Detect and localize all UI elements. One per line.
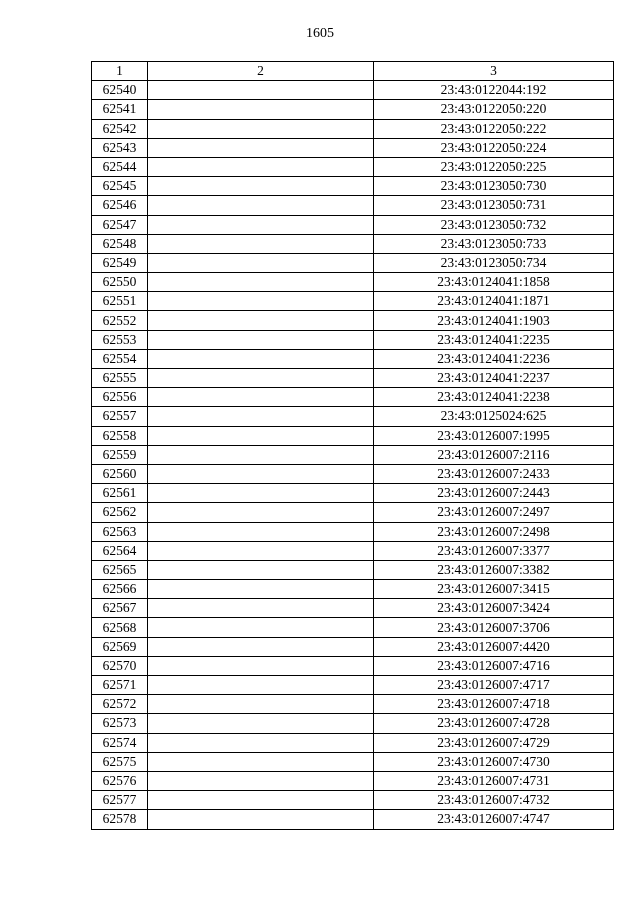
table-cell-col-2	[148, 196, 374, 215]
table-cell-col-2	[148, 407, 374, 426]
table-cell-col-1: 62541	[92, 100, 148, 119]
table-row	[92, 580, 614, 599]
table-cell-col-2	[148, 541, 374, 560]
table-cell-col-3: 23:43:0126007:4732	[374, 791, 614, 810]
table-row	[92, 81, 614, 100]
table-cell-col-3: 23:43:0123050:733	[374, 234, 614, 253]
table-cell-col-2	[148, 695, 374, 714]
table-cell-col-3: 23:43:0123050:730	[374, 177, 614, 196]
table-row	[92, 177, 614, 196]
table-cell-col-2	[148, 215, 374, 234]
table-row	[92, 676, 614, 695]
table-cell-col-1: 62554	[92, 349, 148, 368]
table-cell-col-2	[148, 177, 374, 196]
table-cell-col-1: 62555	[92, 369, 148, 388]
table-cell-col-1: 62559	[92, 445, 148, 464]
table-cell-col-1: 62572	[92, 695, 148, 714]
table-row	[92, 292, 614, 311]
table-cell-col-2	[148, 349, 374, 368]
table-cell-col-1: 62558	[92, 426, 148, 445]
header-cell-col-3: 3	[374, 62, 614, 81]
table-row	[92, 637, 614, 656]
table-row	[92, 810, 614, 829]
table-cell-col-3: 23:43:0123050:731	[374, 196, 614, 215]
table-cell-col-1: 62547	[92, 215, 148, 234]
table-cell-col-2	[148, 388, 374, 407]
table-cell-col-3: 23:43:0122050:220	[374, 100, 614, 119]
table-cell-col-1: 62575	[92, 752, 148, 771]
table-cell-col-1: 62557	[92, 407, 148, 426]
table-cell-col-3: 23:43:0126007:3377	[374, 541, 614, 560]
table-cell-col-2	[148, 119, 374, 138]
table-cell-col-3: 23:43:0124041:2238	[374, 388, 614, 407]
table-row	[92, 503, 614, 522]
table-cell-col-1: 62548	[92, 234, 148, 253]
table-cell-col-1: 62556	[92, 388, 148, 407]
table-row	[92, 234, 614, 253]
table-cell-col-2	[148, 656, 374, 675]
table-cell-col-2	[148, 234, 374, 253]
header-cell-col-1: 1	[92, 62, 148, 81]
table-row	[92, 369, 614, 388]
table-cell-col-3: 23:43:0124041:1903	[374, 311, 614, 330]
table-cell-col-3: 23:43:0126007:4747	[374, 810, 614, 829]
table-cell-col-1: 62564	[92, 541, 148, 560]
table-cell-col-3: 23:43:0124041:2236	[374, 349, 614, 368]
table-cell-col-3: 23:43:0126007:2498	[374, 522, 614, 541]
page-number: 1605	[306, 26, 334, 41]
table-cell-col-3: 23:43:0126007:2443	[374, 484, 614, 503]
table-cell-col-1: 62566	[92, 580, 148, 599]
table-cell-col-3: 23:43:0124041:1871	[374, 292, 614, 311]
table-cell-col-2	[148, 138, 374, 157]
table-cell-col-2	[148, 752, 374, 771]
table-row	[92, 560, 614, 579]
table-row	[92, 311, 614, 330]
table-row	[92, 407, 614, 426]
table-cell-col-2	[148, 503, 374, 522]
table-row	[92, 349, 614, 368]
table-cell-col-3: 23:43:0126007:3382	[374, 560, 614, 579]
table-row	[92, 426, 614, 445]
table-cell-col-3: 23:43:0126007:2116	[374, 445, 614, 464]
table-row	[92, 599, 614, 618]
table-cell-col-2	[148, 369, 374, 388]
table-cell-col-2	[148, 599, 374, 618]
table-cell-col-2	[148, 253, 374, 272]
table-row	[92, 714, 614, 733]
table-cell-col-3: 23:43:0126007:4718	[374, 695, 614, 714]
table-cell-col-1: 62546	[92, 196, 148, 215]
table-cell-col-3: 23:43:0126007:3415	[374, 580, 614, 599]
table-cell-col-3: 23:43:0126007:3706	[374, 618, 614, 637]
table-row	[92, 253, 614, 272]
table-cell-col-3: 23:43:0126007:4717	[374, 676, 614, 695]
table-cell-col-1: 62565	[92, 560, 148, 579]
table-cell-col-2	[148, 81, 374, 100]
table-row	[92, 215, 614, 234]
table-cell-col-3: 23:43:0126007:2497	[374, 503, 614, 522]
table-cell-col-3: 23:43:0126007:2433	[374, 464, 614, 483]
table-body	[92, 81, 614, 829]
table-cell-col-2	[148, 637, 374, 656]
table-cell-col-1: 62540	[92, 81, 148, 100]
table-row	[92, 464, 614, 483]
table-cell-col-3: 23:43:0123050:732	[374, 215, 614, 234]
table-cell-col-1: 62571	[92, 676, 148, 695]
table-cell-col-3: 23:43:0126007:3424	[374, 599, 614, 618]
table-cell-col-1: 62560	[92, 464, 148, 483]
table-cell-col-1: 62553	[92, 330, 148, 349]
table-row	[92, 771, 614, 790]
table-cell-col-2	[148, 522, 374, 541]
table-cell-col-1: 62545	[92, 177, 148, 196]
table-cell-col-1: 62569	[92, 637, 148, 656]
table-cell-col-2	[148, 100, 374, 119]
table-cell-col-1: 62562	[92, 503, 148, 522]
table-cell-col-3: 23:43:0122050:225	[374, 157, 614, 176]
table-cell-col-1: 62563	[92, 522, 148, 541]
table-cell-col-3: 23:43:0124041:2237	[374, 369, 614, 388]
table-cell-col-2	[148, 311, 374, 330]
table-cell-col-1: 62550	[92, 273, 148, 292]
table-cell-col-1: 62570	[92, 656, 148, 675]
table-cell-col-2	[148, 464, 374, 483]
table-cell-col-1: 62549	[92, 253, 148, 272]
table-row	[92, 656, 614, 675]
table-row	[92, 157, 614, 176]
table-row	[92, 100, 614, 119]
table-cell-col-3: 23:43:0123050:734	[374, 253, 614, 272]
table-cell-col-1: 62542	[92, 119, 148, 138]
table-cell-col-2	[148, 676, 374, 695]
table-row	[92, 541, 614, 560]
table-cell-col-3: 23:43:0126007:4420	[374, 637, 614, 656]
table-cell-col-3: 23:43:0124041:1858	[374, 273, 614, 292]
table-cell-col-1: 62576	[92, 771, 148, 790]
table-cell-col-2	[148, 733, 374, 752]
header-cell-col-2: 2	[148, 62, 374, 81]
table-cell-col-2	[148, 810, 374, 829]
table-cell-col-1: 62561	[92, 484, 148, 503]
table-row	[92, 138, 614, 157]
table-cell-col-3: 23:43:0126007:4731	[374, 771, 614, 790]
table-cell-col-1: 62551	[92, 292, 148, 311]
table-row	[92, 388, 614, 407]
table-cell-col-2	[148, 445, 374, 464]
table-cell-col-2	[148, 157, 374, 176]
table-cell-col-2	[148, 330, 374, 349]
table-cell-col-2	[148, 292, 374, 311]
table-cell-col-1: 62567	[92, 599, 148, 618]
table-cell-col-3: 23:43:0125024:625	[374, 407, 614, 426]
table-cell-col-2	[148, 618, 374, 637]
table-row	[92, 733, 614, 752]
table-cell-col-3: 23:43:0126007:4728	[374, 714, 614, 733]
table-row	[92, 484, 614, 503]
table-cell-col-1: 62543	[92, 138, 148, 157]
table-row	[92, 618, 614, 637]
table-row	[92, 330, 614, 349]
header-row	[92, 62, 614, 81]
table-cell-col-1: 62577	[92, 791, 148, 810]
table-cell-col-3: 23:43:0126007:4729	[374, 733, 614, 752]
table-cell-col-1: 62552	[92, 311, 148, 330]
data-table	[91, 61, 614, 830]
table-row	[92, 791, 614, 810]
table-cell-col-3: 23:43:0126007:1995	[374, 426, 614, 445]
table-row	[92, 196, 614, 215]
table-cell-col-2	[148, 426, 374, 445]
table-cell-col-2	[148, 580, 374, 599]
table-cell-col-3: 23:43:0126007:4730	[374, 752, 614, 771]
table-cell-col-1: 62544	[92, 157, 148, 176]
table-row	[92, 273, 614, 292]
table-cell-col-1: 62574	[92, 733, 148, 752]
table-cell-col-3: 23:43:0122044:192	[374, 81, 614, 100]
table-row	[92, 119, 614, 138]
table-cell-col-2	[148, 484, 374, 503]
table-cell-col-1: 62568	[92, 618, 148, 637]
table-cell-col-3: 23:43:0126007:4716	[374, 656, 614, 675]
table-cell-col-2	[148, 560, 374, 579]
table-cell-col-2	[148, 791, 374, 810]
table-cell-col-3: 23:43:0122050:224	[374, 138, 614, 157]
table-cell-col-2	[148, 771, 374, 790]
table-row	[92, 752, 614, 771]
table-cell-col-3: 23:43:0124041:2235	[374, 330, 614, 349]
table-cell-col-2	[148, 714, 374, 733]
table-cell-col-1: 62573	[92, 714, 148, 733]
table-cell-col-3: 23:43:0122050:222	[374, 119, 614, 138]
table-cell-col-2	[148, 273, 374, 292]
table-row	[92, 445, 614, 464]
table-row	[92, 522, 614, 541]
table-header	[92, 62, 614, 81]
table-row	[92, 695, 614, 714]
table-cell-col-1: 62578	[92, 810, 148, 829]
